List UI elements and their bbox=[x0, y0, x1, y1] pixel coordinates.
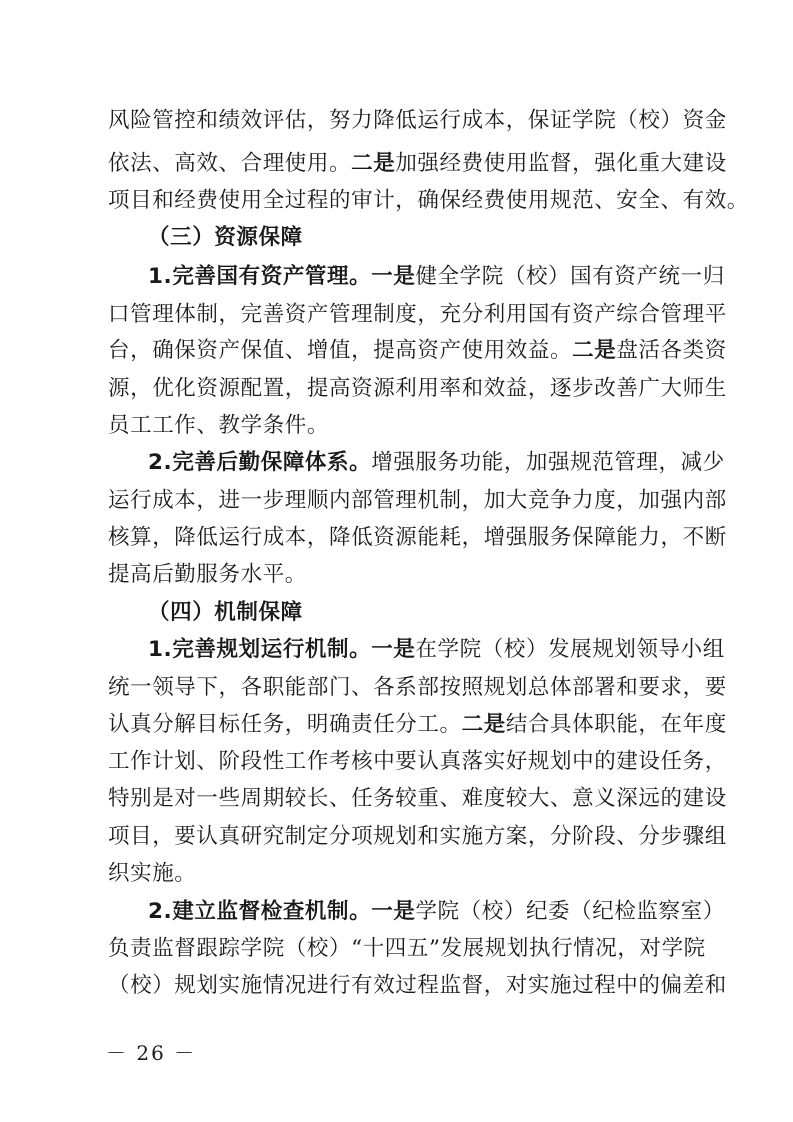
text-run: 项目，要认真研究制定分项规划和实施方案，分阶段、分步骤组 bbox=[108, 824, 727, 849]
page-number: － 26 － bbox=[106, 1041, 197, 1065]
text-line bbox=[108, 523, 727, 553]
text-run: 运行成本，进一步理顺内部管理机制，加大竞争力度，加强内部 bbox=[108, 488, 727, 513]
text-line bbox=[108, 710, 727, 740]
bold-text-run: 一是 bbox=[371, 637, 416, 662]
text-run: 统一领导下，各职能部门、各系部按照规划总体部署和要求，要 bbox=[108, 675, 727, 700]
text-run: 认真分解目标任务，明确责任分工。 bbox=[108, 712, 462, 737]
text-run: （校）规划实施情况进行有效过程监督，对实施过程中的偏差和 bbox=[108, 973, 727, 998]
text-run: 特别是对一些周期较长、任务较重、难度较大、意义深远的建设 bbox=[108, 786, 727, 811]
text-line bbox=[108, 186, 749, 216]
text-run: 健全学院（校）国有资产统一归 bbox=[415, 264, 725, 289]
bold-text-run: 二是 bbox=[351, 151, 396, 176]
text-line bbox=[108, 784, 727, 814]
text-run: 源，优化资源配置，提高资源利用率和效益，逐步改善广大师生 bbox=[108, 376, 727, 401]
text-line bbox=[108, 300, 727, 330]
text-line bbox=[108, 486, 727, 516]
text-line bbox=[148, 598, 688, 628]
bold-text-run: 二是 bbox=[461, 712, 506, 737]
text-line bbox=[108, 673, 727, 703]
bold-text-run: 1.完善规划运行机制。 bbox=[148, 637, 372, 662]
text-line bbox=[108, 374, 727, 404]
text-run: 项目和经费使用全过程的审计，确保经费使用规范、安全、有效。 bbox=[108, 188, 749, 213]
bold-text-run: 一是 bbox=[371, 899, 416, 924]
text-run: 织实施。 bbox=[108, 861, 197, 886]
bold-text-run: 二是 bbox=[572, 338, 617, 363]
text-run: 提高后勤服务水平。 bbox=[108, 562, 307, 587]
text-line bbox=[108, 934, 706, 964]
text-line bbox=[108, 971, 727, 1001]
text-run: 风险管控和绩效评估，努力降低运行成本，保证学院（校）资金 bbox=[108, 108, 727, 133]
text-line bbox=[108, 149, 727, 179]
bold-text-run: 1.完善国有资产管理。 bbox=[148, 264, 372, 289]
text-run: 核算，降低运行成本，降低资源能耗，增强服务保障能力，不断 bbox=[108, 525, 727, 550]
text-line bbox=[148, 262, 725, 292]
bold-text-run: 一是 bbox=[371, 264, 416, 289]
text-run: 员工工作、教学条件。 bbox=[108, 413, 330, 438]
text-line bbox=[148, 635, 725, 665]
text-line bbox=[108, 747, 727, 777]
bold-text-run: （三）资源保障 bbox=[148, 225, 303, 250]
text-line bbox=[148, 897, 725, 927]
text-line bbox=[108, 859, 688, 889]
bold-text-run: 2.完善后勤保障体系。 bbox=[148, 450, 372, 475]
bold-text-run: （四）机制保障 bbox=[148, 600, 303, 625]
text-run: 盘活各类资 bbox=[616, 338, 727, 363]
text-line bbox=[148, 223, 688, 253]
text-line bbox=[108, 411, 688, 441]
text-run: 增强服务功能，加强规范管理，减少 bbox=[371, 450, 725, 475]
text-run: 台，确保资产保值、增值，提高资产使用效益。 bbox=[108, 338, 573, 363]
text-run: 工作计划、阶段性工作考核中要认真落实好规划中的建设任务， bbox=[108, 749, 727, 774]
bold-text-run: 2.建立监督检查机制。 bbox=[148, 899, 372, 924]
text-line bbox=[108, 822, 727, 852]
text-run: 依法、高效、合理使用。 bbox=[108, 151, 352, 176]
text-run: 负责监督跟踪学院（校）“十四五”发展规划执行情况，对学院 bbox=[108, 936, 706, 961]
text-line bbox=[108, 336, 727, 366]
text-line bbox=[108, 560, 688, 590]
text-run: 结合具体职能，在年度 bbox=[505, 712, 727, 737]
text-line bbox=[148, 448, 725, 478]
text-run: 加强经费使用监督，强化重大建设 bbox=[395, 151, 727, 176]
text-run: 学院（校）纪委（纪检监察室） bbox=[415, 899, 725, 924]
text-run: 在学院（校）发展规划领导小组 bbox=[415, 637, 725, 662]
text-run: 口管理体制，完善资产管理制度，充分利用国有资产综合管理平 bbox=[108, 302, 727, 327]
text-line bbox=[108, 106, 727, 136]
